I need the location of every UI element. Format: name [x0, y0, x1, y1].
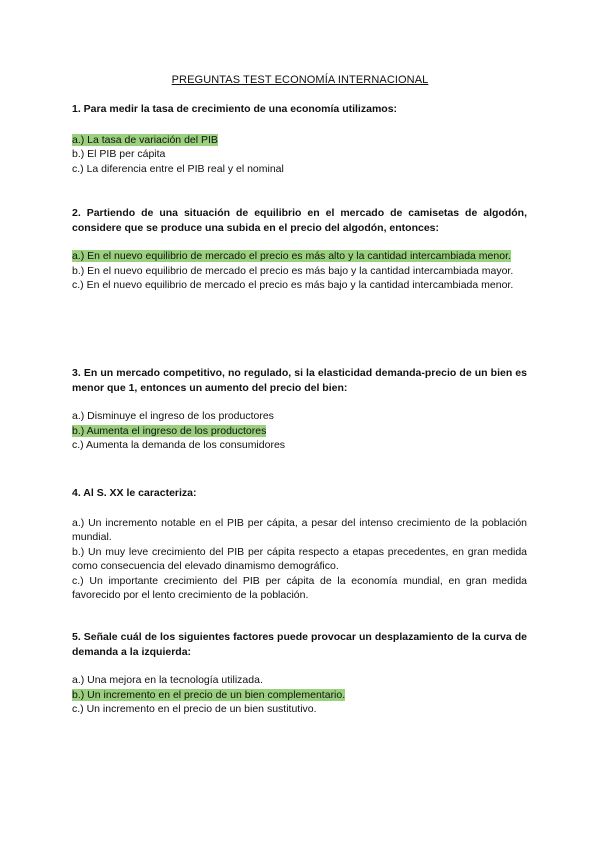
option-a: a.) Una mejora en la tecnología utilizada. [72, 674, 263, 686]
question-text: 4. Al S. XX le caracteriza: [72, 487, 197, 499]
option-a-correct: a.) La tasa de variación del PIB [72, 133, 218, 146]
option-c: c.) Un importante crecimiento del PIB per cápita de la economía mundial, en gran medida favorecido por el lento crecimiento de la población. [72, 574, 527, 601]
options-list [72, 133, 527, 177]
option-c: c.) En el nuevo equilibrio de mercado el precio es más bajo y la cantidad intercambiada menor. [72, 279, 514, 291]
option-a: a.) Disminuye el ingreso de los productores [72, 410, 274, 422]
question-text: 2. Partiendo de una situación de equilibrio en el mercado de camisetas de algodón, considere que se produce una subida en el precio del algodón, entonces: [72, 207, 527, 234]
question-text: 5. Señale cuál de los siguientes factores puede provocar un desplazamiento de la curva de demanda a la izquierda: [72, 631, 527, 658]
option-b: b.) En el nuevo equilibrio de mercado el precio es más bajo y la cantidad intercambiada mayor. [72, 264, 514, 277]
options-list [72, 249, 527, 293]
options-list [72, 673, 527, 717]
option-a: a.) Un incremento notable en el PIB per cápita, a pesar del intenso crecimiento de la población mundial. [72, 516, 527, 543]
option-b: b.) El PIB per cápita [72, 148, 166, 160]
options-list [72, 409, 527, 453]
question-text: 3. En un mercado competitivo, no regulado, si la elasticidad demanda-precio de un bien es menor que 1, entonces un aumento del precio del bien: [72, 367, 527, 394]
question-1 [72, 102, 527, 176]
option-c: c.) Aumenta la demanda de los consumidores [72, 439, 286, 451]
question-5 [72, 630, 527, 717]
option-b-correct: b.) Aumenta el ingreso de los productores [72, 424, 267, 437]
option-b-correct: b.) Un incremento en el precio de un bien complementario. [72, 688, 346, 701]
question-4 [72, 486, 527, 603]
page-title: PREGUNTAS TEST ECONOMÍA INTERNACIONAL [171, 74, 429, 86]
options-list [72, 516, 527, 603]
question-text: 1. Para medir la tasa de crecimiento de una economía utilizamos: [72, 103, 398, 115]
question-3 [72, 366, 527, 453]
option-b: b.) Un muy leve crecimiento del PIB per cápita respecto a etapas precedentes, en gran medida como consecuencia del elevado dinamismo demográfico. [72, 545, 527, 572]
option-a-correct: a.) En el nuevo equilibrio de mercado el precio es más alto y la cantidad intercambiada menor. [72, 250, 511, 262]
option-c: c.) La diferencia entre el PIB real y el nominal [72, 162, 284, 175]
option-c: c.) Un incremento en el precio de un bien sustitutivo. [72, 703, 317, 715]
question-2 [72, 206, 527, 293]
